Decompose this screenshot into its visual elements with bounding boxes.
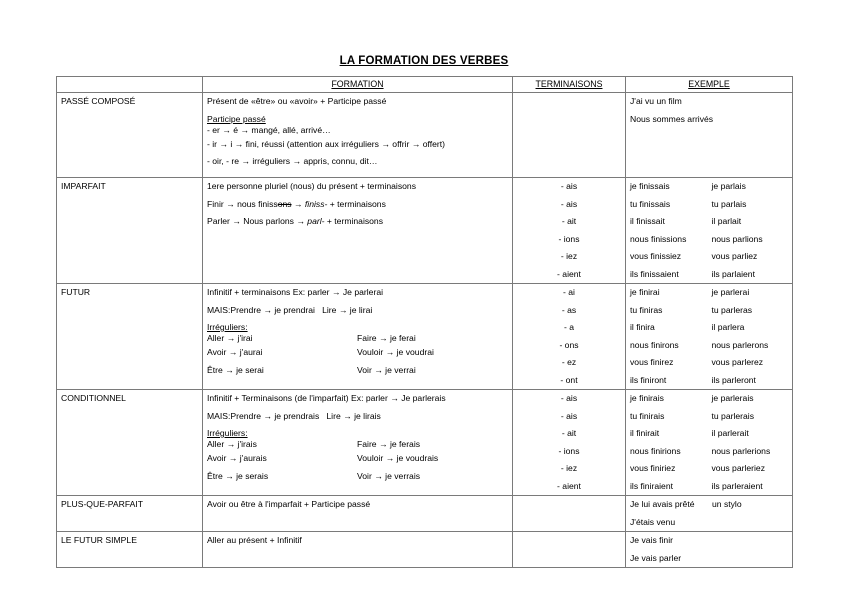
formation-line: 1ere personne pluriel (nous) du présent + terminaisons [207, 181, 416, 191]
row-futur-simple [57, 532, 793, 568]
ending: - ait [561, 428, 577, 438]
ending: - aient [557, 480, 581, 491]
example-finir: tu finirais [630, 410, 665, 421]
header-exemple: EXEMPLE [626, 77, 793, 93]
example-parler: ils parleront [711, 374, 756, 385]
example-line: Nous sommes arrivés [630, 113, 714, 124]
example-parler: ils parleraient [711, 480, 763, 491]
example-parler: je parlerais [711, 393, 754, 403]
formation-line: MAIS:Prendre → je prendrai Lire → je lirai [207, 304, 373, 315]
example-finir: je finirais [630, 393, 664, 403]
example-finir: tu finiras [630, 304, 663, 315]
ending: - ez [561, 357, 577, 367]
irregular-line: Aller → j'irai Faire → je ferai [207, 333, 416, 343]
ending: - as [561, 304, 577, 315]
ending: - ais [560, 410, 578, 421]
formation-line: Avoir ou être à l'imparfait + Participe passé [207, 499, 371, 509]
example-finir: ils finissaient [630, 268, 679, 279]
participe-label: Participe passé [207, 113, 266, 124]
example-parler: il parlerait [711, 428, 749, 438]
example-finir: il finissait [630, 216, 665, 226]
tense-name: FUTUR [61, 287, 91, 297]
tense-name: PLUS-QUE-PARFAIT [61, 499, 143, 509]
example-parler: je parlerai [711, 287, 750, 297]
tense-name: CONDITIONNEL [61, 393, 126, 403]
example-finir: ils finiront [630, 374, 667, 385]
example-finir: je finissais [630, 181, 670, 191]
header-formation: FORMATION [203, 77, 513, 93]
ending: - ais [560, 393, 578, 403]
irregular-line: Aller → j'irais Faire → je ferais [207, 439, 421, 449]
example-parler: je parlais [711, 181, 746, 191]
example-finir: nous finissions [630, 233, 687, 244]
ending: - ons [559, 339, 579, 350]
ending: - iez [560, 463, 578, 473]
row-plus-que-parfait [57, 496, 793, 532]
ending: - ais [560, 181, 578, 191]
example-line: Je lui avais prêté un stylo [630, 499, 742, 509]
row-futur [57, 284, 793, 390]
example-line: J'ai vu un film [630, 96, 682, 106]
example-finir: nous finirons [630, 339, 679, 350]
example-parler: ils parlaient [711, 268, 755, 279]
page-title: LA FORMATION DES VERBES [339, 55, 509, 67]
example-finir: tu finissais [630, 198, 671, 209]
example-parler: il parlait [711, 216, 742, 226]
ending: - a [563, 322, 575, 332]
example-finir: il finirait [630, 428, 660, 438]
ending: - ions [558, 233, 580, 244]
formation-line: Infinitif + Terminaisons (de l'imparfait) Ex: parler → Je parlerais [207, 393, 446, 403]
formation-line: Présent de «être» ou «avoir» + Participe passé [207, 96, 387, 106]
verb-table [56, 76, 793, 568]
tense-name: IMPARFAIT [61, 181, 106, 191]
irregular-line: Être → je serai Voir → je verrai [207, 364, 416, 375]
example-parler: nous parlerions [711, 445, 771, 456]
example-parler: tu parleras [711, 304, 753, 315]
ending: - ions [558, 445, 580, 456]
example-line: Je vais finir [630, 535, 673, 545]
ending: - ont [560, 374, 578, 385]
example-parler: il parlera [711, 322, 745, 332]
irregular-line: Être → je serais Voir → je verrais [207, 470, 421, 481]
formation-line: Finir → nous finissons → finiss- + terminaisons [207, 198, 386, 209]
example-parler: vous parlerez [711, 357, 764, 367]
ending: - ait [561, 216, 577, 226]
tense-name: PASSÉ COMPOSÉ [61, 96, 136, 106]
formation-line: - er → é → mangé, allé, arrivé… [207, 124, 331, 135]
formation-line: - oir, - re → irréguliers → appris, connu, dit… [207, 156, 378, 166]
example-finir: vous finirez [630, 357, 674, 367]
header-row [57, 77, 793, 93]
ending: - ai [563, 287, 575, 297]
ending: - ais [560, 198, 578, 209]
ending: - aient [557, 268, 581, 279]
irregular-line: Avoir → j'aurai Vouloir → je voudrai [207, 347, 434, 357]
example-parler: nous parlerons [711, 339, 769, 350]
example-finir: je finirai [630, 287, 660, 297]
example-line: Je vais parler [630, 552, 682, 563]
example-parler: tu parlais [711, 198, 747, 209]
tense-name: LE FUTUR SIMPLE [61, 535, 137, 545]
example-finir: nous finirions [630, 445, 681, 456]
example-finir: ils finiraient [630, 480, 673, 491]
formation-line: Parler → Nous parlons → parl- + terminaisons [207, 216, 384, 226]
formation-line: Infinitif + terminaisons Ex: parler → Je parlerai [207, 287, 384, 297]
example-finir: il finira [630, 322, 655, 332]
example-finir: vous finissiez [630, 251, 682, 261]
formation-line: MAIS:Prendre → je prendrais Lire → je lirais [207, 410, 381, 421]
ending: - iez [560, 251, 578, 261]
example-parler: vous parliez [711, 251, 758, 261]
irregular-line: Avoir → j'aurais Vouloir → je voudrais [207, 453, 439, 463]
header-terminaisons: TERMINAISONS [513, 77, 626, 93]
example-parler: vous parleriez [711, 463, 765, 473]
header-empty [57, 77, 203, 93]
formation-line: Aller au présent + Infinitif [207, 535, 302, 545]
row-passe-compose [57, 93, 793, 178]
irreguliers-label: Irréguliers: [207, 322, 248, 332]
row-imparfait [57, 178, 793, 284]
example-finir: vous finiriez [630, 463, 676, 473]
irreguliers-label: Irréguliers: [207, 428, 248, 438]
row-conditionnel [57, 390, 793, 496]
example-line: J'étais venu [630, 516, 676, 527]
example-parler: nous parlions [711, 233, 763, 244]
example-parler: tu parlerais [711, 410, 755, 421]
formation-line: - ir → i → fini, réussi (attention aux irréguliers → offrir → offert) [207, 138, 445, 149]
